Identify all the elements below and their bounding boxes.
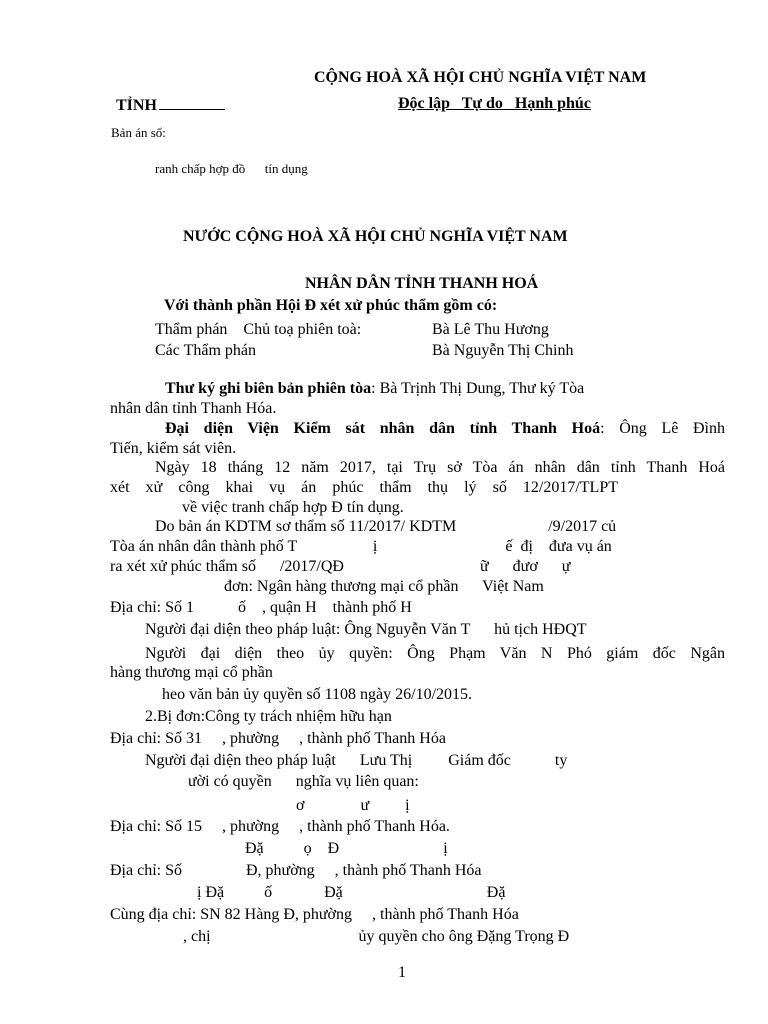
presiding-judge-name: Bà Lê Thu Hương	[432, 321, 549, 338]
plaintiff-auth-rep-line-2: hàng thương mại cổ phần	[110, 664, 273, 681]
clerk-line	[165, 380, 584, 398]
presiding-judge-role: Thẩm phán Chủ toạ phiên toà:	[155, 321, 362, 338]
procuracy-text: : Ông Lê Đình	[600, 420, 726, 437]
trial-date-line-1: Ngày 18 tháng 12 năm 2017, tại Trụ sở Tòa án nhân dân tỉnh Thanh Hoá	[155, 459, 725, 476]
panel-intro: Với thành phần Hội Đ xét xử phúc thẩm gồm có:	[164, 297, 498, 314]
province-blank-underline	[159, 95, 225, 110]
judgment-number-label: Bản án số:	[111, 125, 166, 140]
plaintiff-address: Địa chỉ: Số 1 ố , quận H thành phố H	[110, 599, 412, 616]
related-party-address-2: Địa chỉ: Số Đ, phường , thành phố Thanh Hóa	[110, 862, 482, 879]
defendant-address: Địa chỉ: Số 31 , phường , thành phố Thanh Hóa	[110, 730, 446, 747]
judges-name: Bà Nguyễn Thị Chinh	[432, 342, 574, 359]
redacted-fragment-1: ơ ư ị	[296, 797, 410, 814]
defendant: 2.Bị đơn:Công ty trách nhiệm hữu hạn	[145, 708, 392, 725]
country-title: CỘNG HOÀ XÃ HỘI CHỦ NGHĨA VIỆT NAM	[314, 69, 647, 86]
clerk-text: : Bà Trịnh Thị Dung, Thư ký Tòa	[371, 380, 585, 397]
case-type: ranh chấp hợp đồ tín dụng	[155, 161, 308, 176]
redacted-fragment-2: Đặ ọ Đ ị	[245, 840, 448, 857]
judges-role: Các Thẩm phán	[155, 342, 257, 359]
page-number: 1	[398, 964, 406, 981]
trial-date-line-3: về việc tranh chấp hợp Đ tín dụng.	[182, 499, 404, 516]
defendant-legal-rep: Người đại diện theo pháp luật Lưu Thị Giám đốc ty	[145, 752, 568, 769]
procuracy-label: Đại diện Viện Kiểm sát nhân dân tỉnh Thanh Hoá	[165, 420, 601, 437]
plaintiff: đơn: Ngân hàng thương mại cổ phần Việt Nam	[224, 578, 544, 595]
redacted-fragment-3: ị Đặ ố Đặ Đặ	[197, 884, 506, 901]
related-party-address-1: Địa chỉ: Số 15 , phường , thành phố Thanh Hóa.	[110, 818, 450, 835]
first-instance-line-2: Tòa án nhân dân thành phố T ị ế đị đưa vụ án	[110, 538, 612, 555]
nation-title: NƯỚC CỘNG HOÀ XÃ HỘI CHỦ NGHĨA VIỆT NAM	[183, 228, 568, 245]
clerk-label: Thư ký ghi biên bản phiên tòa	[165, 380, 372, 397]
clerk-line-cont: nhân dân tỉnh Thanh Hóa.	[110, 400, 277, 417]
province-label	[116, 95, 225, 115]
motto: Độc lập Tự do Hạnh phúc	[398, 95, 591, 112]
authorization-line: , chị ủy quyền cho ông Đặng Trọng Đ	[183, 928, 570, 945]
procuracy-line	[165, 420, 725, 438]
trial-date-line-2: xét xử công khai vụ án phúc thẩm thụ lý số 12/2017/TLPT	[110, 479, 618, 496]
procuracy-line-cont: Tiến, kiểm sát viên.	[110, 440, 237, 457]
plaintiff-legal-rep: Người đại diện theo pháp luật: Ông Nguyễn Văn T hủ tịch HĐQT	[145, 621, 587, 638]
first-instance-line-1: Do bản án KDTM sơ thẩm số 11/2017/ KDTM /9/2017 củ	[155, 518, 617, 535]
first-instance-line-3: ra xét xử phúc thẩm số /2017/QĐ ữ đươ ự	[110, 558, 571, 575]
shared-address: Cùng địa chỉ: SN 82 Hàng Đ, phường , thành phố Thanh Hóa	[110, 906, 519, 923]
plaintiff-auth-rep-line-1: Người đại diện theo ủy quyền: Ông Phạm Văn N Phó giám đốc Ngân	[145, 645, 725, 662]
authorization-document: heo văn bản ủy quyền số 1108 ngày 26/10/2015.	[162, 686, 473, 703]
province-label-text: TỈNH	[116, 97, 157, 114]
court-title: NHÂN DÂN TỈNH THANH HOÁ	[305, 275, 539, 292]
related-party-heading: ười có quyền nghĩa vụ liên quan:	[188, 773, 419, 790]
